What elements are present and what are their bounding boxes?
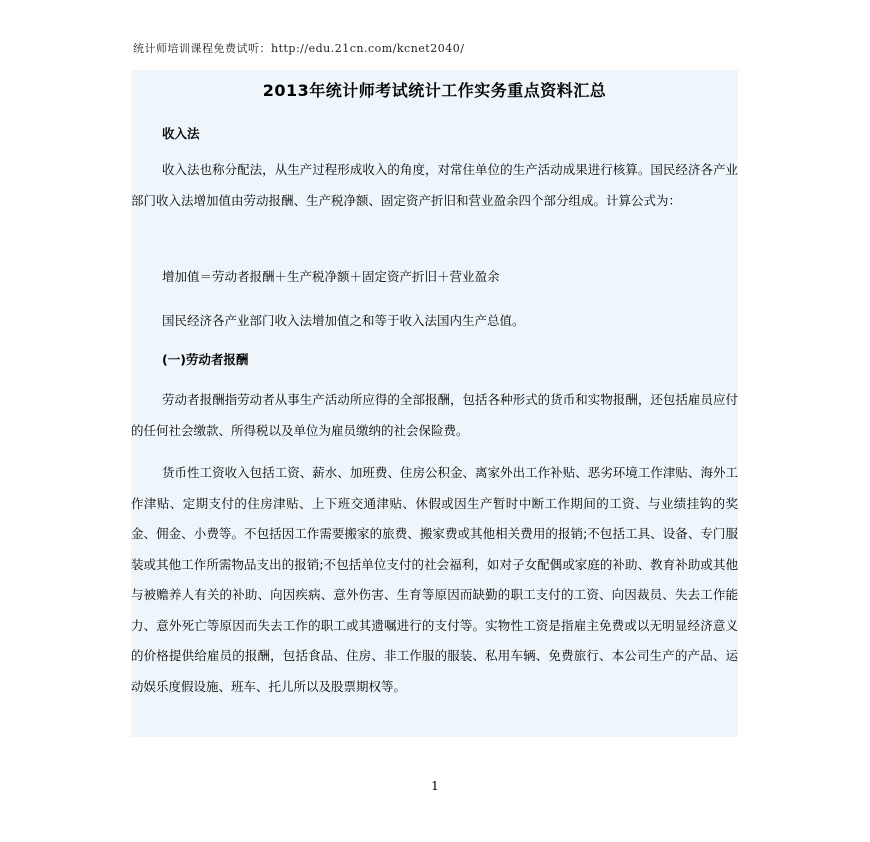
paragraph-gdp-sum: 国民经济各产业部门收入法增加值之和等于收入法国内生产总值。 [162, 313, 525, 328]
page-number: 1 [431, 779, 439, 793]
paragraph-labor-compensation-definition: 劳动者报酬指劳动者从事生产活动所应得的全部报酬，包括各种形式的货币和实物报酬，还包括雇员应付的任何社会缴款、所得税以及单位为雇员缴纳的社会保险费。 [131, 392, 738, 438]
paragraph-income-method-definition: 收入法也称分配法，从生产过程形成收入的角度，对常住单位的生产活动成果进行核算。国民经济各产业部门收入法增加值由劳动报酬、生产税净额、固定资产折旧和营业盈余四个部分组成。计算公式为： [131, 162, 738, 208]
subsection-heading-labor-compensation: (一)劳动者报酬 [162, 352, 249, 367]
paragraph-monetary-wages: 货币性工资收入包括工资、薪水、加班费、住房公积金、离家外出工作补贴、恶劣环境工作津贴、海外工作津贴、定期支付的住房津贴、上下班交通津贴、休假或因生产暂时中断工作期间的工资、与业绩挂钩的奖金、佣金、小费等。不包括因工作需要搬家的旅费、搬家费或其他相关费用的报销;不包括工具、设备、专门服装或其他工作所需物品支出的报销;不包括单位支付的社会福利，如对子女配偶或家庭的补助、教育补助或其他与被赡养人有关的补助、向因疾病、意外伤害、生育等原因而缺勤的职工支付的工资、向因裁员、失去工作能力、意外死亡等原因而失去工作的职工或其遗嘱进行的支付等。实物性工资是指雇主免费或以无明显经济意义的价格提供给雇员的报酬，包括食品、住房、非工作服的服装、私用车辆、免费旅行、本公司生产的产品、运动娱乐度假设施、班车、托儿所以及股票期权等。 [131, 465, 738, 694]
formula-value-added: 增加值＝劳动者报酬＋生产税净额＋固定资产折旧＋营业盈余 [162, 269, 500, 284]
section-heading-income-method: 收入法 [162, 126, 200, 141]
document-title: 2013年统计师考试统计工作实务重点资料汇总 [262, 81, 607, 100]
page-header-text: 统计师培训课程免费试听：http://edu.21cn.com/kcnet2040/ [133, 42, 465, 55]
